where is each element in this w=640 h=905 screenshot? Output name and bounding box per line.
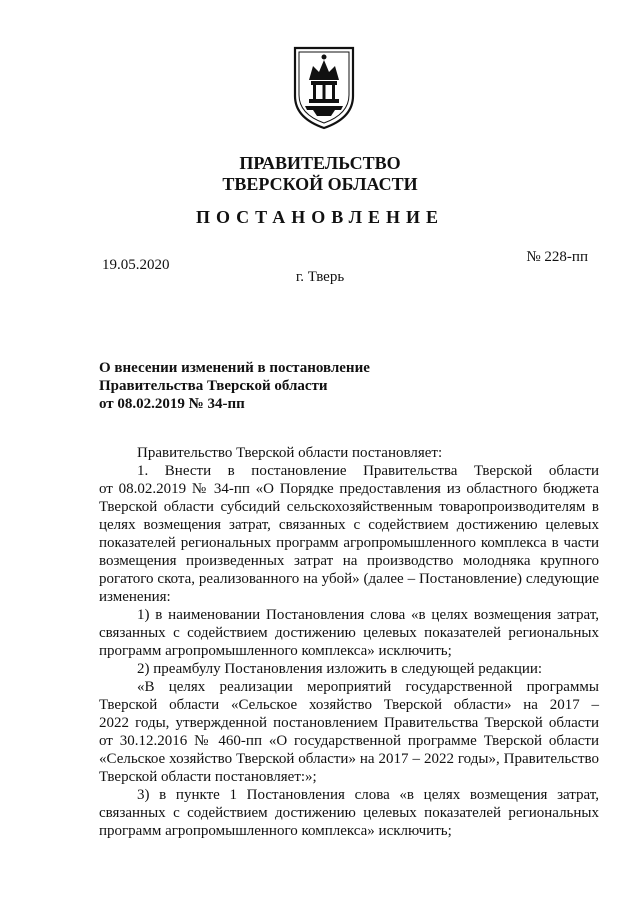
body-line: целях возмещения затрат, связанных с содействием достижению целевых (99, 517, 599, 533)
subject-line: О внесении изменений в постановление (99, 360, 370, 376)
body-line: связанных с содействием достижению целевых показателей региональных (99, 805, 599, 821)
document-body (99, 444, 599, 840)
body-line: программ агропромышленного комплекса» исключить; (99, 643, 452, 659)
body-line: 1. Внести в постановление Правительства Тверской области (137, 463, 599, 479)
document-type: ПОСТАНОВЛЕНИЕ (195, 207, 445, 227)
body-line: Правительство Тверской области постановляет: (137, 445, 443, 461)
body-line: Тверской области «Сельское хозяйство Тверской области» на 2017 – (99, 697, 599, 713)
subject-line: Правительства Тверской области (99, 378, 328, 394)
org-name-line1: ПРАВИТЕЛЬСТВО (239, 153, 401, 173)
body-line: возмещения произведенных затрат на производство молодняка крупного (99, 553, 599, 569)
body-line: изменения: (99, 589, 171, 605)
document-date: 19.05.2020 (102, 257, 170, 273)
body-line: «Сельское хозяйство Тверской области» на 2017 – 2022 годы», Правительство (99, 751, 599, 767)
body-line: 2022 годы, утвержденной постановлением Правительства Тверской области (99, 715, 599, 731)
coat-of-arms-icon (291, 44, 357, 130)
body-line: «В целях реализации мероприятий государственной программы (137, 679, 599, 695)
body-line: 2) преамбулу Постановления изложить в следующей редакции: (137, 661, 543, 677)
body-line: от 08.02.2019 № 34-пп «О Порядке предоставления из областного бюджета (99, 481, 599, 497)
org-name-line2: ТВЕРСКОЙ ОБЛАСТИ (222, 174, 418, 194)
body-line: связанных с содействием достижению целевых показателей региональных (99, 625, 599, 641)
body-line: от 30.12.2016 № 460-пп «О государственной программе Тверской области (99, 733, 599, 749)
body-line: 3) в пункте 1 Постановления слова «в целях возмещения затрат, (137, 787, 599, 803)
body-line: показателей региональных программ агропромышленного комплекса в части (99, 535, 599, 551)
document-city: г. Тверь (295, 269, 345, 285)
body-line: Тверской области постановляет:»; (99, 769, 317, 785)
document-number: № 228-пп (526, 249, 588, 265)
body-line: рогатого скота, реализованного на убой» (далее – Постановление) следующие (99, 571, 599, 587)
body-line: 1) в наименовании Постановления слова «в целях возмещения затрат, (137, 607, 599, 623)
subject-line: от 08.02.2019 № 34-пп (99, 396, 245, 412)
document-subject (99, 359, 370, 413)
body-line: программ агропромышленного комплекса» исключить; (99, 823, 452, 839)
body-line: Тверской области субсидий сельскохозяйственным товаропроизводителям в (99, 499, 599, 515)
